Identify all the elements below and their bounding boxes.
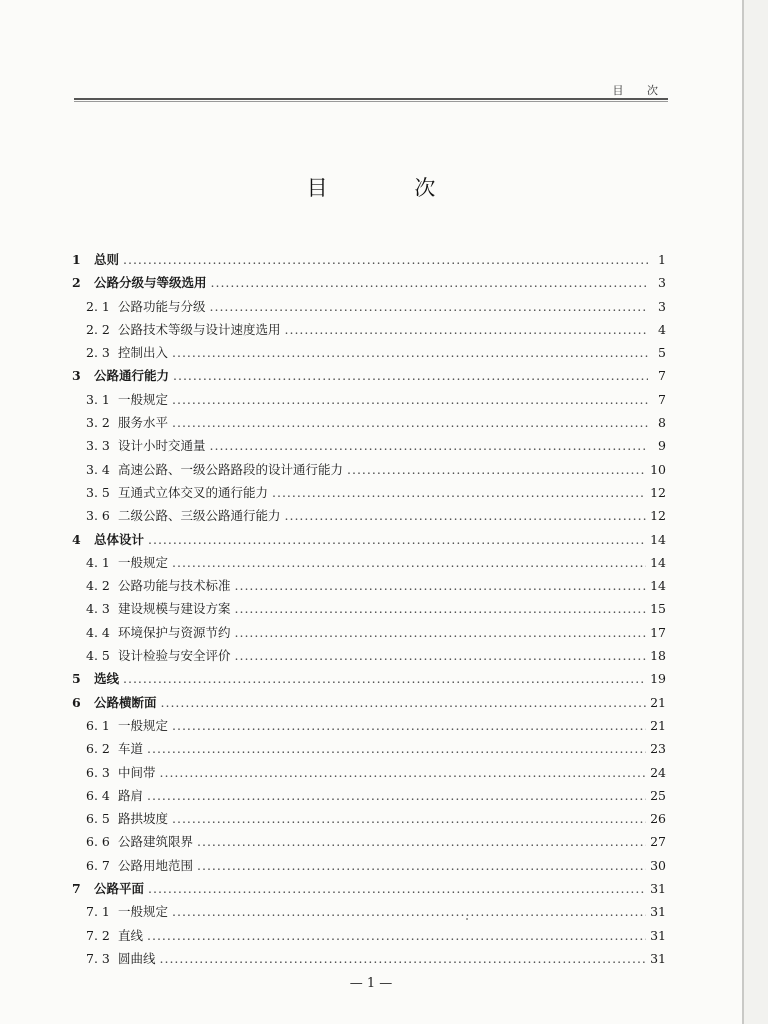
toc-entry-number: 6	[72, 694, 81, 710]
toc-entry-number: 3. 4	[86, 461, 110, 477]
toc-entry-number: 2. 1	[86, 298, 110, 314]
toc-section-entry[interactable]	[72, 295, 666, 318]
toc-entry-title: 高速公路、一级公路路段的设计通行能力	[118, 461, 344, 477]
toc-entry-page: 12	[650, 508, 666, 524]
toc-dot-leader	[347, 458, 646, 481]
toc-dot-leader	[123, 248, 648, 271]
toc-entry-number: 4. 5	[86, 648, 110, 664]
toc-entry-title: 中间带	[118, 764, 156, 780]
toc-entry-number: 1	[72, 252, 81, 267]
toc-entry-title: 路肩	[118, 787, 144, 803]
toc-entry-title: 互通式立体交叉的通行能力	[118, 484, 269, 500]
toc-entry-page: 15	[650, 601, 666, 617]
toc-entry-page: 3	[658, 298, 666, 314]
toc-entry-number: 5	[72, 671, 81, 687]
toc-entry-title: 一般规定	[118, 391, 169, 407]
toc-section-entry[interactable]	[72, 504, 666, 527]
toc-section-entry[interactable]	[72, 341, 666, 364]
toc-entry-title: 公路用地范围	[118, 857, 194, 873]
toc-entry-title: 一般规定	[118, 717, 169, 733]
page-number: — 1 —	[349, 976, 393, 991]
toc-entry-title: 公路平面	[94, 881, 145, 897]
toc-chapter-entry[interactable]	[72, 877, 666, 900]
toc-entry-page: 21	[650, 694, 666, 710]
toc-dot-leader	[172, 388, 648, 411]
toc-entry-number: 6. 7	[86, 857, 110, 873]
toc-entry-page: 14	[650, 554, 666, 570]
toc-entry-title: 环境保护与资源节约	[118, 624, 231, 640]
toc-entry-number: 6. 6	[86, 834, 110, 850]
toc-dot-leader	[197, 854, 646, 877]
toc-entry-page: 9	[658, 438, 666, 454]
toc-entry-page: 30	[650, 857, 666, 873]
toc-section-entry[interactable]	[72, 551, 666, 574]
toc-dot-leader	[235, 574, 647, 597]
toc-entry-page: 31	[650, 904, 666, 920]
toc-entry-page: 21	[650, 717, 666, 733]
toc-entry-title: 公路功能与技术标准	[118, 578, 231, 594]
toc-entry-page: 26	[650, 811, 666, 827]
toc-section-entry[interactable]	[72, 714, 666, 737]
toc-entry-title: 直线	[118, 927, 144, 943]
toc-dot-leader	[172, 807, 646, 830]
toc-entry-title: 车道	[118, 741, 144, 757]
toc-dot-leader	[235, 597, 647, 620]
toc-entry-page: 24	[650, 764, 666, 780]
toc-section-entry[interactable]	[72, 854, 666, 877]
toc-dot-leader	[173, 364, 648, 387]
toc-section-entry[interactable]	[72, 900, 666, 923]
toc-entry-page: 31	[650, 881, 666, 897]
toc-section-entry[interactable]	[72, 621, 666, 644]
toc-entry-number: 7. 3	[86, 950, 110, 966]
toc-entry-page: 31	[650, 950, 666, 966]
toc-entry-page: 18	[650, 648, 666, 664]
toc-entry-page: 4	[658, 321, 666, 337]
toc-dot-leader	[160, 761, 647, 784]
toc-entry-number: 2	[72, 275, 81, 291]
toc-entry-number: 4. 1	[86, 554, 110, 570]
toc-chapter-entry[interactable]	[72, 271, 666, 294]
toc-entry-title: 二级公路、三级公路通行能力	[118, 508, 281, 524]
toc-entry-page: 5	[658, 345, 666, 361]
toc-dot-leader	[147, 924, 646, 947]
toc-entry-title: 总体设计	[94, 531, 145, 547]
toc-dot-leader	[285, 318, 648, 341]
toc-dot-leader	[210, 434, 648, 457]
toc-entry-title: 圆曲线	[118, 950, 156, 966]
toc-entry-title: 总则	[94, 252, 120, 267]
toc-dot-leader	[211, 271, 648, 294]
toc-entry-page: 10	[650, 461, 666, 477]
toc-entry-page: 25	[650, 787, 666, 803]
toc-section-entry[interactable]	[72, 458, 666, 481]
toc-entry-number: 6. 3	[86, 764, 110, 780]
toc-entry-page: 1	[658, 252, 666, 267]
toc-section-entry[interactable]	[72, 318, 666, 341]
toc-entry-title: 设计检验与安全评价	[118, 648, 231, 664]
toc-dot-leader	[123, 667, 646, 690]
toc-chapter-entry[interactable]	[72, 691, 666, 714]
toc-entry-title: 公路功能与分级	[118, 298, 206, 314]
toc-entry-title: 设计小时交通量	[118, 438, 206, 454]
toc-entry-title: 公路建筑限界	[118, 834, 194, 850]
toc-section-entry[interactable]	[72, 784, 666, 807]
toc-dot-leader	[197, 830, 646, 853]
toc-entry-title: 路拱坡度	[118, 811, 169, 827]
toc-entry-title: 建设规模与建设方案	[118, 601, 231, 617]
toc-entry-page: 7	[658, 368, 666, 384]
toc-section-entry[interactable]	[72, 644, 666, 667]
toc-section-entry[interactable]	[72, 924, 666, 947]
scan-speck	[466, 918, 468, 920]
toc-entry-page: 12	[650, 484, 666, 500]
toc-entry-page: 31	[650, 927, 666, 943]
toc-entry-number: 3. 6	[86, 508, 110, 524]
toc-dot-leader	[160, 947, 647, 970]
toc-section-entry[interactable]	[72, 737, 666, 760]
toc-dot-leader	[172, 551, 646, 574]
toc-section-entry[interactable]	[72, 761, 666, 784]
toc-entry-title: 公路通行能力	[94, 368, 170, 384]
page-edge-shadow	[744, 0, 768, 1024]
running-head: 目 次	[612, 84, 668, 97]
toc-section-entry[interactable]	[72, 388, 666, 411]
toc-entry-page: 3	[658, 275, 666, 291]
toc-chapter-entry[interactable]	[72, 667, 666, 690]
toc-entry-number: 2. 3	[86, 345, 110, 361]
table-of-contents	[72, 248, 666, 970]
toc-entry-number: 2. 2	[86, 321, 110, 337]
toc-entry-number: 6. 1	[86, 717, 110, 733]
toc-dot-leader	[172, 900, 646, 923]
toc-section-entry[interactable]	[72, 807, 666, 830]
toc-chapter-entry[interactable]	[72, 248, 666, 271]
toc-entry-title: 公路技术等级与设计速度选用	[118, 321, 281, 337]
toc-dot-leader	[272, 481, 646, 504]
toc-entry-number: 6. 2	[86, 741, 110, 757]
toc-entry-title: 服务水平	[118, 415, 169, 431]
toc-entry-number: 6. 5	[86, 811, 110, 827]
toc-section-entry[interactable]	[72, 574, 666, 597]
toc-entry-page: 7	[658, 391, 666, 407]
toc-entry-number: 4. 3	[86, 601, 110, 617]
toc-dot-leader	[172, 411, 648, 434]
toc-dot-leader	[285, 504, 647, 527]
page-title: 目 次	[306, 176, 476, 200]
toc-section-entry[interactable]	[72, 481, 666, 504]
header-rule	[74, 98, 668, 100]
toc-dot-leader	[147, 737, 646, 760]
toc-dot-leader	[172, 341, 648, 364]
toc-entry-page: 27	[650, 834, 666, 850]
toc-entry-page: 8	[658, 415, 666, 431]
toc-entry-number: 4. 4	[86, 624, 110, 640]
page-edge-line	[742, 0, 744, 1024]
toc-entry-page: 17	[650, 624, 666, 640]
toc-entry-number: 7. 2	[86, 927, 110, 943]
toc-entry-number: 4	[72, 531, 81, 547]
toc-dot-leader	[161, 691, 647, 714]
toc-entry-number: 3. 5	[86, 484, 110, 500]
toc-entry-number: 3. 2	[86, 415, 110, 431]
toc-section-entry[interactable]	[72, 597, 666, 620]
toc-entry-number: 3	[72, 368, 81, 384]
toc-entry-page: 23	[650, 741, 666, 757]
header-rule-thin	[74, 101, 668, 102]
toc-entry-number: 6. 4	[86, 787, 110, 803]
toc-entry-page: 19	[650, 671, 666, 687]
toc-dot-leader	[235, 621, 647, 644]
toc-entry-title: 公路分级与等级选用	[94, 275, 207, 291]
toc-entry-title: 选线	[94, 671, 120, 687]
toc-section-entry[interactable]	[72, 830, 666, 853]
toc-section-entry[interactable]	[72, 411, 666, 434]
toc-dot-leader	[235, 644, 647, 667]
toc-chapter-entry[interactable]	[72, 528, 666, 551]
toc-dot-leader	[210, 295, 648, 318]
toc-dot-leader	[147, 784, 646, 807]
toc-section-entry[interactable]	[72, 434, 666, 457]
toc-section-entry[interactable]	[72, 947, 666, 970]
toc-entry-number: 7. 1	[86, 904, 110, 920]
toc-entry-number: 4. 2	[86, 578, 110, 594]
toc-entry-title: 一般规定	[118, 554, 169, 570]
toc-entry-title: 一般规定	[118, 904, 169, 920]
toc-entry-title: 控制出入	[118, 345, 169, 361]
toc-entry-title: 公路横断面	[94, 694, 157, 710]
toc-dot-leader	[172, 714, 646, 737]
toc-entry-page: 14	[650, 531, 666, 547]
toc-entry-number: 7	[72, 881, 81, 897]
toc-entry-number: 3. 1	[86, 391, 110, 407]
toc-dot-leader	[148, 528, 646, 551]
toc-entry-page: 14	[650, 578, 666, 594]
toc-chapter-entry[interactable]	[72, 364, 666, 387]
toc-dot-leader	[148, 877, 646, 900]
toc-entry-number: 3. 3	[86, 438, 110, 454]
